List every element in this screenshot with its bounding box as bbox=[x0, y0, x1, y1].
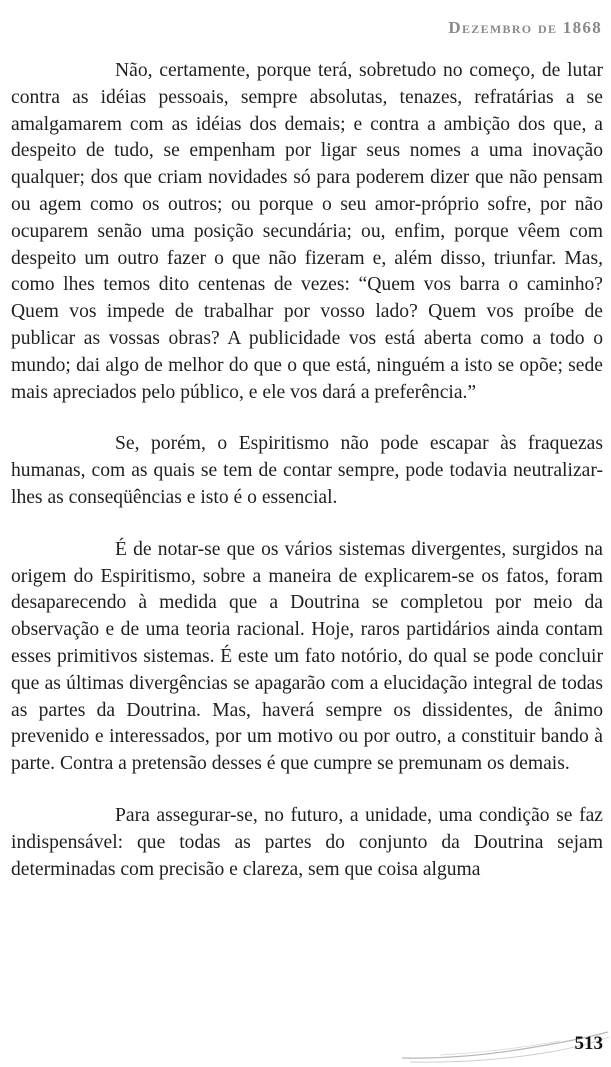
paragraph: É de notar-se que os vários sistemas divergentes, surgidos na origem do Espiritismo, sobre a maneira de explicarem-se os fatos, foram desaparecendo à medida que a Doutrina se completou por meio da observação e de uma teoria racional. Hoje, raros partidários ainda contam esses primitivos sistemas. É este um fato notório, do qual se pode concluir que as últimas divergências se apagarão com a elucidação integral de todas as partes da Doutrina. Mas, haverá sempre os dissidentes, de ânimo prevenido e interessados, por um motivo ou por outro, a constituir bando à parte. Contra a pretensão desses é que cumpre se premunam os demais. bbox=[11, 538, 603, 775]
running-header: Dezembro de 1868 bbox=[448, 18, 602, 37]
page-number: 513 bbox=[574, 1033, 603, 1054]
paragraph: Se, porém, o Espiritismo não pode escapar às fraquezas humanas, com as quais se tem de contar sempre, pode todavia neutralizar-lhes as conseqüências e isto é o essencial. bbox=[11, 433, 603, 508]
paragraph: Não, certamente, porque terá, sobretudo no começo, de lutar contra as idéias pessoais, sempre absolutas, tenazes, refratárias a se amalgamarem com as idéias dos demais; e contra a ambição dos que, a despeito de tudo, se empenham por ligar seus nomes a uma inovação qualquer; dos que criam novidades só para poderem dizer que não pensam ou agem como os outros; ou porque o seu amor-próprio sofre, por não ocuparem senão uma posição secundária; ou, enfim, porque vêem com despeito um outro fazer o que não fizeram e, além disso, triunfar. Mas, como lhes temos dito centenas de vezes: “Quem vos barra o caminho? Quem vos impede de trabalhar por vosso lado? Quem vos proíbe de publicar as vossas obras? A publicidade vos está aberta como a todo o mundo; dai algo de melhor do que o que está, ninguém a isto se opõe; sede mais apreciados pelo público, e ele vos dará a preferência.” bbox=[11, 60, 603, 403]
paragraph: Para assegurar-se, no futuro, a unidade, uma condição se faz indispensável: que todas as partes do conjunto da Doutrina sejam determinadas com precisão e clareza, sem que coisa alguma bbox=[11, 804, 603, 880]
text-body bbox=[11, 58, 603, 908]
